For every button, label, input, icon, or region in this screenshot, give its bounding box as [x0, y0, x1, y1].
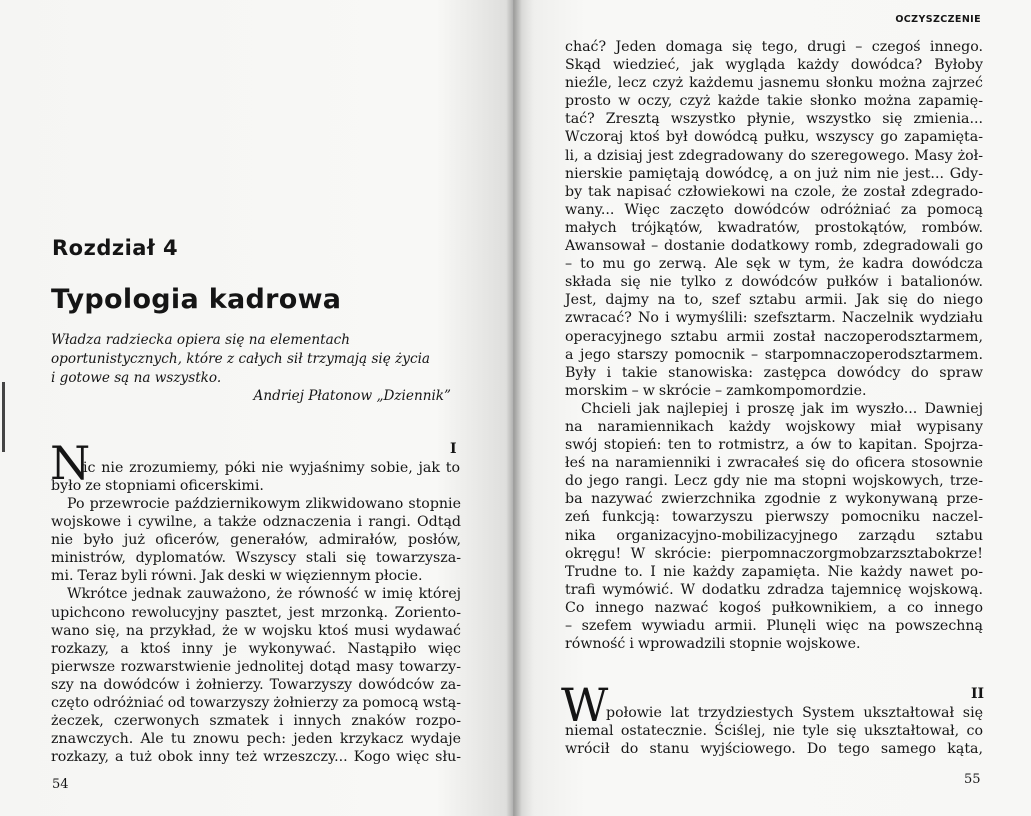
text-line: tać? Zresztą wszystko płynie, wszystko się zmienia... [565, 111, 983, 128]
text-line: Skąd wiedzieć, jak wygląda każdy dowódca? Byłoby [565, 57, 983, 74]
text-line: wrócił do stanu wyjściowego. Do tego samego kąta, [565, 741, 983, 758]
running-head: OCZYSZCZENIE [895, 14, 981, 25]
text-line: nieźle, lecz czyż każdemu jasnemu słonku można zajrzeć [565, 75, 983, 92]
text-line: trafi wymówić. W dodatku zdradza tajemnicę wojskową. [565, 581, 983, 598]
text-line: upichcono rewolucyjny pasztet, jest mrzonką. Zoriento- [51, 604, 461, 621]
text-line: li, a dzisiaj jest zdegradowany do szeregowego. Masy żoł- [565, 147, 983, 164]
text-line: prosto w oczy, czyż każde takie słonko można zapamię- [565, 93, 983, 110]
text-line: nika organizacyjno-mobilizacyjnego zarządu sztabu [565, 527, 983, 544]
right-body-text [565, 38, 983, 653]
opening-paragraph-rest [51, 477, 461, 495]
page-number: 55 [964, 772, 981, 787]
page-number: 54 [52, 777, 69, 792]
epigraph-author: Andriej Płatonow „Dziennik” [253, 388, 451, 404]
text-line: ic nie zrozumiemy, póki nie wyjaśnimy sobie, jak to [83, 460, 460, 476]
text-line: – to mu go zerwą. Ale sęk w tym, że kadra dowódcza [565, 256, 983, 273]
text-line: by tak napisać człowiekowi na czole, że został zdegrado- [565, 183, 983, 200]
right-page [513, 0, 1031, 816]
text-line: zwracać? No i wymyślili: szefsztarm. Naczelnik wydziału [565, 310, 983, 327]
text-line: połowie lat trzydziestych System ukształtował się [606, 705, 983, 721]
text-line: żeczek, czerwonych szmatek i innych znaków rozpo- [51, 713, 461, 730]
text-line: niemal ostatecznie. Ściślej, nie tyle się ukształtował, co [565, 723, 983, 739]
text-line: Wkrótce jednak zauważono, że równość w imię której [67, 586, 461, 603]
text-line: morskim – w skrócie – zamkompomordzie. [565, 382, 867, 399]
epigraph-line: Władza radziecka opiera się na elementach [51, 332, 351, 348]
text-line: rozkazy, a tuż obok inny też wrzeszczy... Kogo więc słu- [51, 749, 461, 766]
chapter-title: Typologia kadrowa [51, 284, 342, 315]
text-line: do jego rangi. Lecz gdy nie ma stopni wojskowych, trze- [565, 473, 983, 490]
text-line: składa się nie tylko z dowódców pułków i batalionów. [565, 274, 983, 291]
drop-cap: N [50, 436, 91, 490]
text-line: Trudne to. I nie każdy zapamięta. Nie każdy nawet po- [565, 563, 983, 580]
epigraph-line: i gotowe są na wszystko. [51, 370, 222, 386]
page-edge-mark [2, 382, 5, 452]
text-line: Chcieli jak najlepiej i proszę jak im wyszło... Dawniej [581, 400, 983, 417]
text-line: było ze stopniami oficerskimi. [51, 478, 264, 494]
left-body-text [51, 495, 461, 766]
text-line: rozkazy, a ktoś inny je wykonywać. Nastąpiło więc [51, 640, 461, 657]
text-line: Co innego nazwać kogoś pułkownikiem, a co innego [565, 599, 983, 616]
text-line: łeś na naramienniki i zwracałeś się do oficera stosownie [565, 455, 983, 472]
text-line: chać? Jeden domaga się tego, drugi – czegoś innego. [565, 39, 983, 55]
text-line: małych trójkątów, kwadratów, prostokątów, rombów. [565, 219, 983, 236]
left-page [0, 0, 513, 816]
text-line: a jego starszy pomocnik – starpomnaczoperodsztarmem. [565, 346, 983, 363]
text-line: mi. Teraz byli równi. Jak deski w więziennym płocie. [51, 568, 423, 585]
text-line: wojskowe i cywilne, a także odznaczenia i rangi. Odtąd [51, 514, 461, 531]
section2-first-line [606, 704, 983, 722]
text-line: Były i takie stanowiska: zastępca dowódcy do spraw [565, 364, 983, 381]
text-line: Wczoraj ktoś był dowódcą pułku, wszyscy go zapamięta- [565, 129, 983, 146]
chapter-label: Rozdział 4 [52, 236, 179, 260]
epigraph-line: oportunistycznych, które z całych sił trzymają się życia [51, 351, 431, 367]
section2-text [565, 722, 983, 758]
epigraph [51, 331, 461, 388]
text-line: swój stopień: ten to rotmistrz, a ów to kapitan. Spojrza- [565, 437, 983, 454]
text-line: ministrów, dyplomatów. Wszyscy stali się towarzysza- [51, 550, 461, 567]
text-line: nie było już oficerów, generałów, admirałów, posłów, [51, 532, 461, 549]
opening-paragraph-first-line [83, 459, 460, 477]
text-line: na naramiennikach każdy wojskowy miał wypisany [565, 418, 983, 435]
text-line: Jest, dajmy na to, szef sztabu armii. Jak się do niego [565, 292, 983, 309]
text-line: ba nazywać zwierzchnika zgodnie z wykonywaną prze- [565, 491, 983, 508]
text-line: szy na dowódców i żołnierzy. Towarzyszy dowódców za- [51, 676, 461, 693]
text-line: częto odróżniać od towarzyszy żołnierzy za pomocą wstą- [51, 695, 461, 712]
drop-cap: W [561, 678, 609, 732]
text-line: wany... Więc zaczęto dowódców odróżniać za pomocą [565, 201, 983, 218]
text-line: operacyjnego sztabu armii został naczoperodsztarmem, [565, 328, 983, 345]
text-line: – szefem wywiadu armii. Plunęli więc na powszechną [565, 618, 983, 634]
section-number: II [971, 686, 985, 702]
text-line: pierwsze rozwarstwienie jednolitej dotąd masy towarzy- [51, 658, 461, 675]
text-line: okręgu! W skrócie: pierpomnaczorgmobzarzsztabokrze! [565, 545, 983, 562]
text-line: Awansował – dostanie dodatkowy romb, zdegradowali go [565, 238, 983, 255]
text-line: równość i wprowadzili stopnie wojskowe. [565, 636, 861, 653]
text-line: Po przewrocie październikowym zlikwidowano stopnie [67, 496, 461, 512]
text-line: wano się, na przykład, że w wojsku ktoś musi wydawać [51, 622, 461, 639]
section-number: I [450, 441, 457, 457]
text-line: nierskie pamiętają dowódcę, a on już nim nie jest... Gdy- [565, 165, 983, 182]
text-line: zeń funkcją: towarzyszu pierwszy pomocniku naczel- [565, 509, 983, 526]
text-line: znawczych. Ale tu znowu pech: jeden krzykacz wydaje [51, 731, 461, 748]
